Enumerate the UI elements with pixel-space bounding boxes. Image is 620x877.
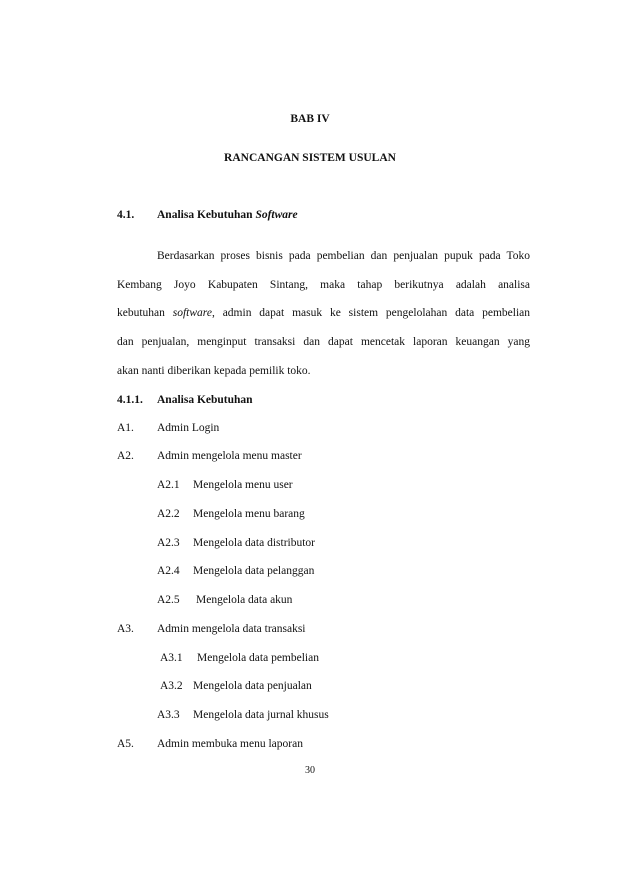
subsection-title: Analisa Kebutuhan xyxy=(157,394,253,406)
paragraph-line-4: dan penjualan, menginput transaksi dan dapat mencetak laporan keuangan yang xyxy=(117,336,530,349)
sub-code-a2-1: A2.1 xyxy=(157,479,180,491)
paragraph-line-5: akan nanti diberikan kepada pemilik toko. xyxy=(117,364,311,377)
sub-text-a2-4: Mengelola data pelanggan xyxy=(193,565,315,577)
paragraph-line-3-italic: software xyxy=(172,307,212,320)
sub-code-a3-1: A3.1 xyxy=(160,652,183,664)
item-code-a2: A2. xyxy=(117,450,134,462)
body-paragraph xyxy=(117,242,530,386)
item-text-a1: Admin Login xyxy=(157,422,220,434)
sub-text-a3-3: Mengelola data jurnal khusus xyxy=(193,709,329,721)
section-title xyxy=(157,209,298,221)
sub-text-a3-2: Mengelola data penjualan xyxy=(193,680,312,692)
subsection-number: 4.1.1. xyxy=(117,394,143,406)
sub-code-a2-2: A2.2 xyxy=(157,508,180,520)
chapter-title: RANCANGAN SISTEM USULAN xyxy=(224,152,396,164)
section-title-italic: Software xyxy=(255,209,298,221)
item-text-a5: Admin membuka menu laporan xyxy=(157,738,303,750)
sub-code-a2-4: A2.4 xyxy=(157,565,180,577)
item-text-a3: Admin mengelola data transaksi xyxy=(157,623,306,635)
item-code-a1: A1. xyxy=(117,422,134,434)
sub-code-a2-3: A2.3 xyxy=(157,537,180,549)
paragraph-line-3 xyxy=(117,299,530,328)
sub-code-a3-2: A3.2 xyxy=(160,680,183,692)
paragraph-line-3-pre: kebutuhan xyxy=(117,307,173,320)
page-number: 30 xyxy=(305,765,315,776)
sub-text-a2-2: Mengelola menu barang xyxy=(193,508,305,520)
sub-code-a2-5: A2.5 xyxy=(157,594,180,606)
item-code-a3: A3. xyxy=(117,623,134,635)
sub-text-a2-3: Mengelola data distributor xyxy=(193,537,315,549)
paragraph-line-2: Kembang Joyo Kabupaten Sintang, maka tahap berikutnya adalah analisa xyxy=(117,278,530,291)
item-text-a2: Admin mengelola menu master xyxy=(157,450,302,462)
section-number: 4.1. xyxy=(117,209,135,221)
sub-text-a2-5: Mengelola data akun xyxy=(196,594,293,606)
section-title-plain: Analisa Kebutuhan xyxy=(157,209,256,221)
chapter-heading: BAB IV xyxy=(290,113,330,125)
sub-code-a3-3: A3.3 xyxy=(157,709,180,721)
sub-text-a3-1: Mengelola data pembelian xyxy=(197,652,319,664)
paragraph-line-3-post: , admin dapat masuk ke sistem pengelolahan data pembelian xyxy=(211,307,530,320)
sub-text-a2-1: Mengelola menu user xyxy=(193,479,293,491)
paragraph-line-1: Berdasarkan proses bisnis pada pembelian dan penjualan pupuk pada Toko xyxy=(157,250,530,262)
item-code-a5: A5. xyxy=(117,738,134,750)
